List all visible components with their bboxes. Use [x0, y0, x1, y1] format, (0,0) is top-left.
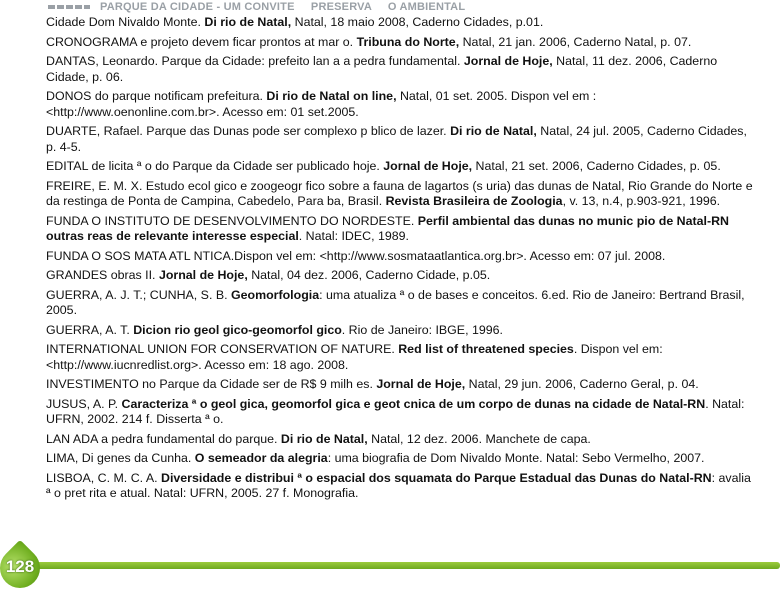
reference-list — [46, 15, 758, 506]
reference-entry: GRANDES obras II. Jornal de Hoje, Natal, 04 dez. 2006, Caderno Cidade, p.05. — [46, 268, 491, 282]
reference-entry: Cidade Dom Nivaldo Monte. Di rio de Natal, Natal, 18 maio 2008, Caderno Cidades, p.01. — [46, 15, 544, 29]
reference-entry: DONOS do parque notificam prefeitura. Di rio de Natal on line, Natal, 01 set. 2005. Dispon vel em :<http://www.oenonline.com.br>. Acesso em: 01 set.2005. — [46, 89, 597, 119]
page-header — [0, 0, 780, 15]
reference-entry: DUARTE, Rafael. Parque das Dunas pode ser complexo p blico de lazer. Di rio de Natal, Natal, 24 jul. 2005, Caderno Cidades, p. 4-5. — [46, 124, 747, 154]
page-number: 128 — [5, 557, 35, 576]
reference-entry: LAN ADA a pedra fundamental do parque. Di rio de Natal, Natal, 12 dez. 2006. Manchete de capa. — [46, 431, 591, 446]
reference-entry: LIMA, Di genes da Cunha. O semeador da alegria: uma biografia de Dom Nivaldo Monte. Natal: Sebo Vermelho, 2007. — [46, 451, 705, 465]
header-title: PARQUE DA CIDADE - UM CONVITE PRESERVA O AMBIENTAL — [100, 1, 466, 13]
reference-entry: FREIRE, E. M. X. Estudo ecol gico e zoogeogr fico sobre a fauna de lagartos (s uria) das dunas de Natal, Rio Grande do Norte e da restinga de Ponta de Campina, Cabedelo, Para ba, Brasil. Revista Brasileira de Zoologia, v. 13, n.4, p.903-921, 1996. — [46, 178, 753, 208]
reference-entry: FUNDA O SOS MATA ATL NTICA.Dispon vel em: <http://www.sosmataatlantica.org.br>. Acesso em: 07 jul. 2008. — [46, 248, 666, 263]
reference-entry: LISBOA, C. M. C. A. Diversidade e distribui ª o espacial dos squamata do Parque Estadual das Dunas do Natal-RN: avalia ª o pret rita e atual. Natal: UFRN, 2005. 27 f. Monografia. — [46, 470, 751, 500]
reference-entry: INVESTIMENTO no Parque da Cidade ser de R$ 9 milh es. Jornal de Hoje, Natal, 29 jun. 2006, Caderno Geral, p. 04. — [46, 377, 699, 391]
footer-green-rule — [32, 562, 780, 569]
reference-entry: JUSUS, A. P. Caracteriza ª o geol gica, geomorfol gica e geot cnica de um corpo de dunas na cidade de Natal-RN. Natal: UFRN, 2002. 214 f. Disserta ª o. — [46, 396, 745, 426]
header-dash-decoration — [48, 5, 90, 9]
reference-entry: EDITAL de licita ª o do Parque da Cidade ser publicado hoje. Jornal de Hoje, Natal, 21 set. 2006, Caderno Cidades, p. 05. — [46, 159, 721, 173]
page-number-badge — [0, 548, 40, 588]
reference-entry: DANTAS, Leonardo. Parque da Cidade: prefeito lan a a pedra fundamental. Jornal de Hoje, Natal, 11 dez. 2006, Caderno Cidade, p. 06. — [46, 54, 718, 84]
reference-entry: GUERRA, A. J. T.; CUNHA, S. B. Geomorfologia: uma atualiza ª o de bases e conceitos. 6.ed. Rio de Janeiro: Bertrand Brasil, 2005. — [46, 287, 745, 317]
reference-entry: CRONOGRAMA e projeto devem ficar prontos at mar o. Tribuna do Norte, Natal, 21 jan. 2006, Caderno Natal, p. 07. — [46, 34, 692, 49]
reference-entry: FUNDA O INSTITUTO DE DESENVOLVIMENTO DO NORDESTE. Perfil ambiental das dunas no munic pio de Natal-RN outras reas de relevante interesse especial. Natal: IDEC, 1989. — [46, 213, 729, 243]
reference-entry: GUERRA, A. T. Dicion rio geol gico-geomorfol gico. Rio de Janeiro: IBGE, 1996. — [46, 322, 503, 337]
reference-entry: INTERNATIONAL UNION FOR CONSERVATION OF NATURE. Red list of threatened species. Dispon vel em: <http://www.iucnredlist.org>. Acesso em: 18 ago. 2008. — [46, 342, 663, 372]
